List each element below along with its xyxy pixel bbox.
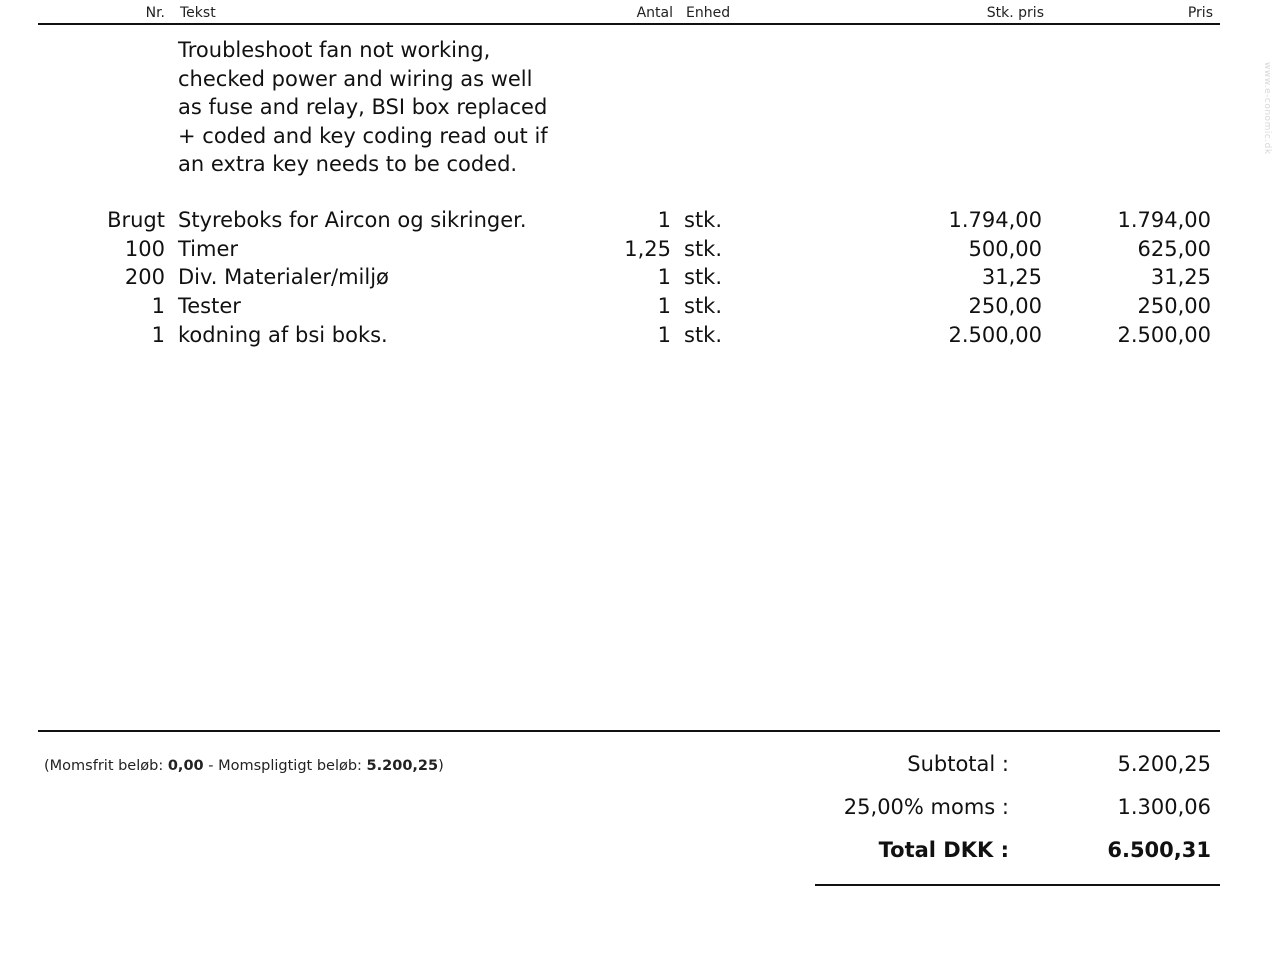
line-unit-price: 1.794,00	[948, 208, 1042, 232]
line-unit: stk.	[684, 236, 723, 261]
line-text: Timer	[178, 236, 239, 261]
line-price: 2.500,00	[1117, 322, 1211, 347]
vat-exempt-amount: 0,00	[167, 758, 204, 774]
header-tekst: Tekst	[180, 5, 216, 21]
line-unit: stk.	[684, 265, 723, 290]
line-qty: 1	[657, 322, 671, 347]
line-unit-price: 2.500,00	[948, 322, 1042, 347]
header-enhed: Enhed	[686, 5, 731, 21]
header-divider	[38, 23, 1220, 25]
vat-note	[44, 758, 444, 774]
totals-divider	[38, 730, 1220, 732]
line-text: kodning af bsi boks.	[178, 322, 388, 347]
line-nr: 1	[151, 322, 165, 347]
total-underline	[815, 884, 1220, 886]
line-price: 31,25	[1150, 265, 1211, 290]
vat-label: 25,00% moms :	[843, 795, 1009, 819]
header-pris: Pris	[1187, 5, 1213, 21]
watermark: www.e-conomic.dk	[1262, 62, 1272, 155]
line-nr: 100	[124, 236, 165, 261]
line-text: Styreboks for Aircon og sikringer.	[178, 208, 527, 232]
line-nr: Brugt	[107, 208, 165, 232]
line-qty: 1,25	[624, 236, 671, 261]
line-unit-price: 31,25	[981, 265, 1042, 290]
invoice-line	[0, 235, 1280, 264]
invoice-line	[0, 263, 1280, 292]
line-price: 250,00	[1137, 294, 1211, 319]
header-nr: Nr.	[145, 5, 165, 21]
line-qty: 1	[657, 294, 671, 319]
line-nr: 200	[124, 265, 165, 290]
subtotal-label: Subtotal :	[907, 752, 1009, 776]
subtotal-value: 5.200,25	[1117, 752, 1211, 776]
line-unit: stk.	[684, 322, 723, 347]
line-qty: 1	[657, 208, 671, 232]
line-unit: stk.	[684, 208, 723, 232]
line-unit: stk.	[684, 294, 723, 319]
invoice-lines	[0, 206, 1280, 349]
line-qty: 1	[657, 265, 671, 290]
line-text: Div. Materialer/miljø	[178, 265, 389, 290]
vat-value: 1.300,06	[1117, 795, 1211, 819]
vat-taxable-amount: 5.200,25	[366, 758, 439, 774]
invoice-line	[0, 206, 1280, 235]
line-text: Tester	[178, 294, 241, 319]
work-description: Troubleshoot fan not working, checked power and wiring as well as fuse and relay, BSI box replaced + coded and key coding read out if an extra key needs to be coded.	[178, 38, 548, 177]
line-price: 1.794,00	[1117, 208, 1211, 232]
vat-note-middle: - Momspligtigt beløb:	[203, 758, 367, 774]
total-label: Total DKK :	[878, 838, 1009, 862]
invoice-line	[0, 292, 1280, 321]
line-nr: 1	[151, 294, 165, 319]
header-stk-pris: Stk. pris	[986, 5, 1044, 21]
total-value: 6.500,31	[1107, 838, 1211, 862]
line-price: 625,00	[1137, 236, 1211, 261]
header-antal: Antal	[636, 5, 673, 21]
vat-note-open: (Momsfrit beløb:	[44, 758, 168, 774]
line-unit-price: 500,00	[968, 236, 1042, 261]
line-unit-price: 250,00	[968, 294, 1042, 319]
invoice-line	[0, 321, 1280, 350]
vat-note-close: )	[438, 758, 444, 774]
